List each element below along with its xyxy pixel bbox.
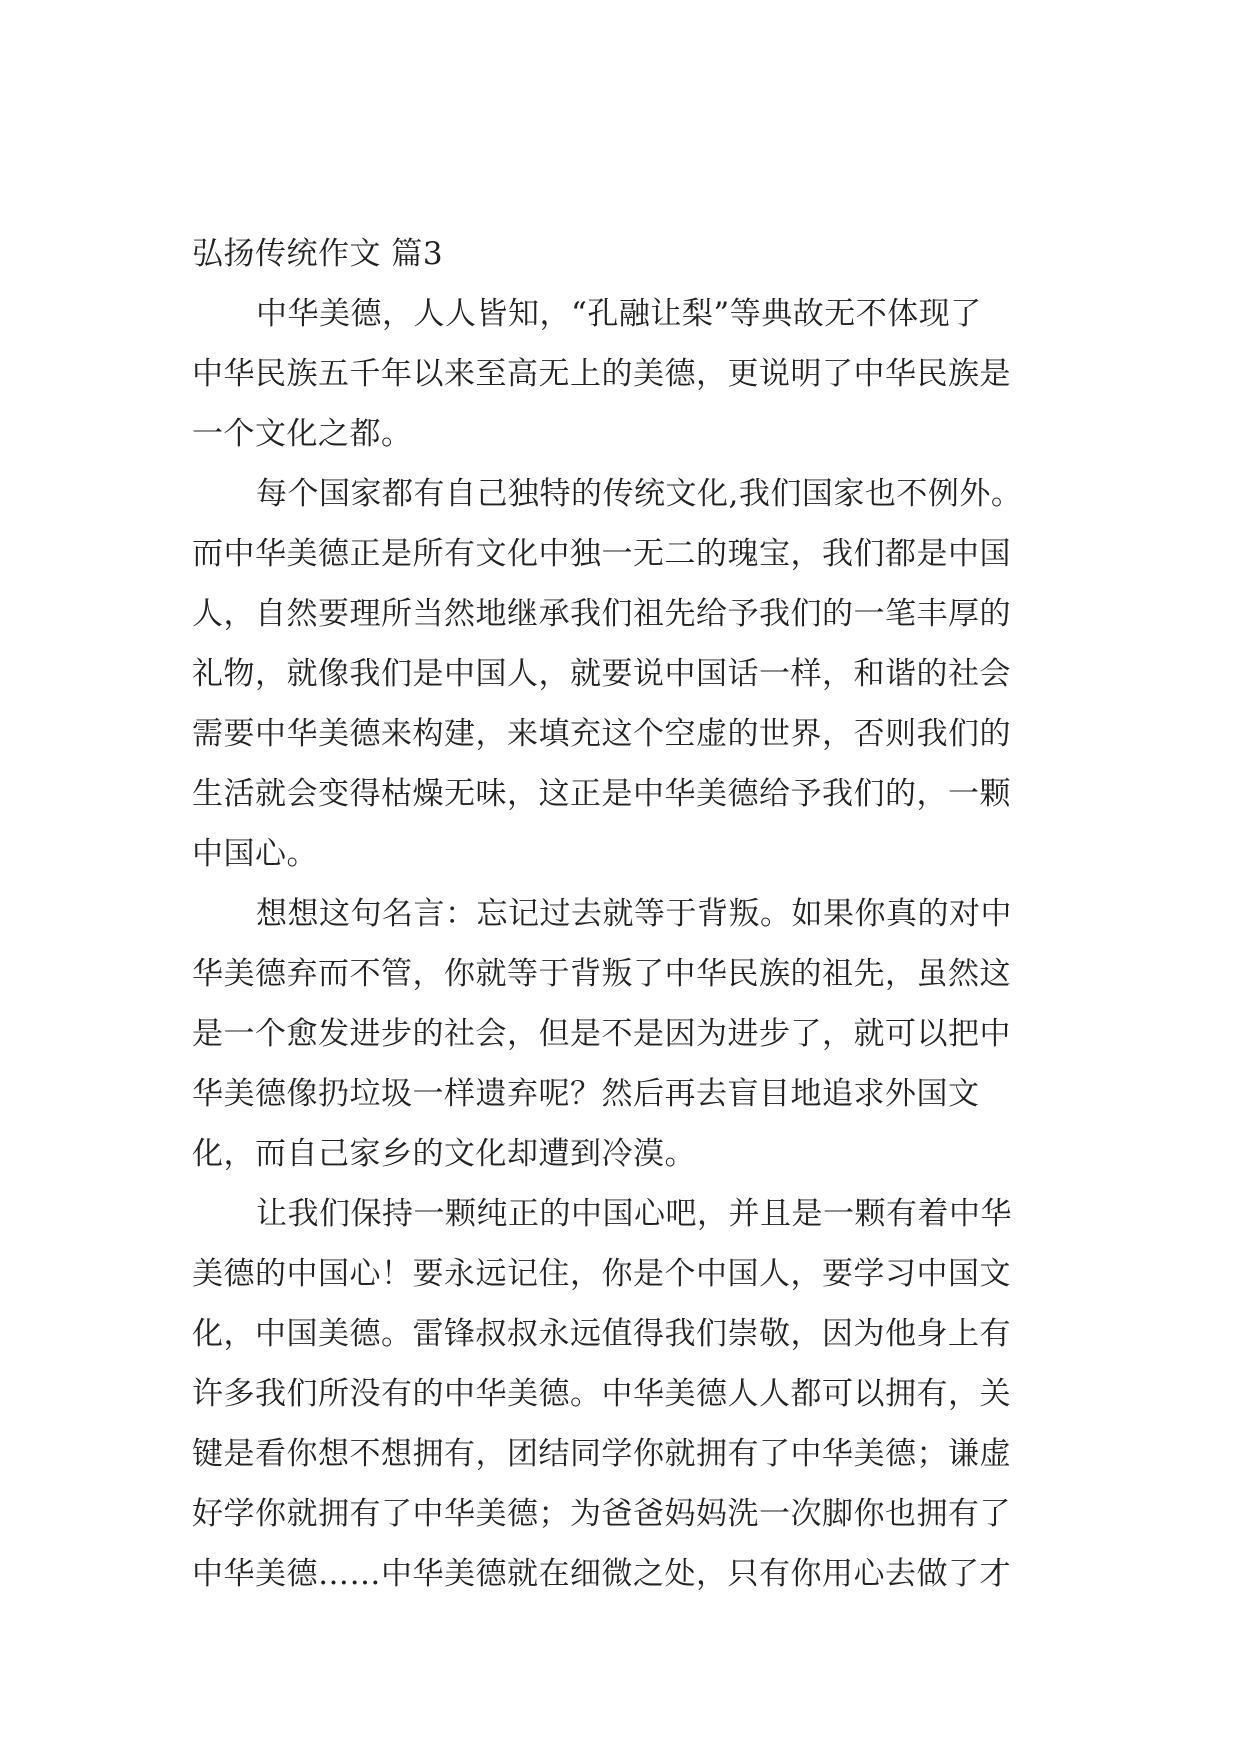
text-line: 人，自然要理所当然地继承我们祖先给予我们的一笔丰厚的 bbox=[192, 596, 1011, 632]
text-line: 让我们保持一颗纯正的中国心吧，并且是一颗有着中华 bbox=[256, 1196, 1012, 1232]
text-line: 想想这句名言：忘记过去就等于背叛。如果你真的对中 bbox=[256, 896, 1012, 932]
text-line: 中华民族五千年以来至高无上的美德，更说明了中华民族是 bbox=[192, 356, 1011, 392]
text-line: 华美德像扔垃圾一样遗弃呢？然后再去盲目地追求外国文 bbox=[192, 1076, 980, 1112]
text-line: 键是看你想不想拥有，团结同学你就拥有了中华美德；谦虚 bbox=[192, 1436, 1011, 1472]
text-line: 而中华美德正是所有文化中独一无二的瑰宝，我们都是中国 bbox=[192, 536, 1011, 572]
paragraph bbox=[192, 464, 1052, 884]
text-line: 一个文化之都。 bbox=[192, 416, 413, 452]
paragraph bbox=[192, 284, 1052, 464]
text-line: 生活就会变得枯燥无味，这正是中华美德给予我们的，一颗 bbox=[192, 776, 1011, 812]
paragraph bbox=[192, 884, 1052, 1184]
text-line: 中国心。 bbox=[192, 836, 318, 872]
text-line: 华美德弃而不管，你就等于背叛了中华民族的祖先，虽然这 bbox=[192, 956, 1011, 992]
document-title: 弘扬传统作文 篇3 bbox=[192, 236, 444, 272]
text-line: 中华美德，人人皆知，“孔融让梨”等典故无不体现了 bbox=[256, 296, 982, 332]
text-line: 需要中华美德来构建，来填充这个空虚的世界，否则我们的 bbox=[192, 716, 1011, 752]
text-line: 许多我们所没有的中华美德。中华美德人人都可以拥有，关 bbox=[192, 1376, 1011, 1412]
text-line: 中华美德……中华美德就在细微之处，只有你用心去做了才 bbox=[192, 1556, 1011, 1592]
text-line: 化，中国美德。雷锋叔叔永远值得我们崇敬，因为他身上有 bbox=[192, 1316, 1011, 1352]
text-line: 礼物，就像我们是中国人，就要说中国话一样，和谐的社会 bbox=[192, 656, 1011, 692]
text-line: 是一个愈发进步的社会，但是不是因为进步了，就可以把中 bbox=[192, 1016, 1011, 1052]
text-line: 每个国家都有自己独特的传统文化,我们国家也不例外。 bbox=[256, 476, 1023, 512]
paragraph bbox=[192, 1184, 1052, 1604]
document-body bbox=[192, 224, 1052, 1604]
text-line: 美德的中国心！要永远记住，你是个中国人，要学习中国文 bbox=[192, 1256, 1011, 1292]
text-line: 化，而自己家乡的文化却遭到冷漠。 bbox=[192, 1136, 696, 1172]
text-line: 好学你就拥有了中华美德；为爸爸妈妈洗一次脚你也拥有了 bbox=[192, 1496, 1011, 1532]
